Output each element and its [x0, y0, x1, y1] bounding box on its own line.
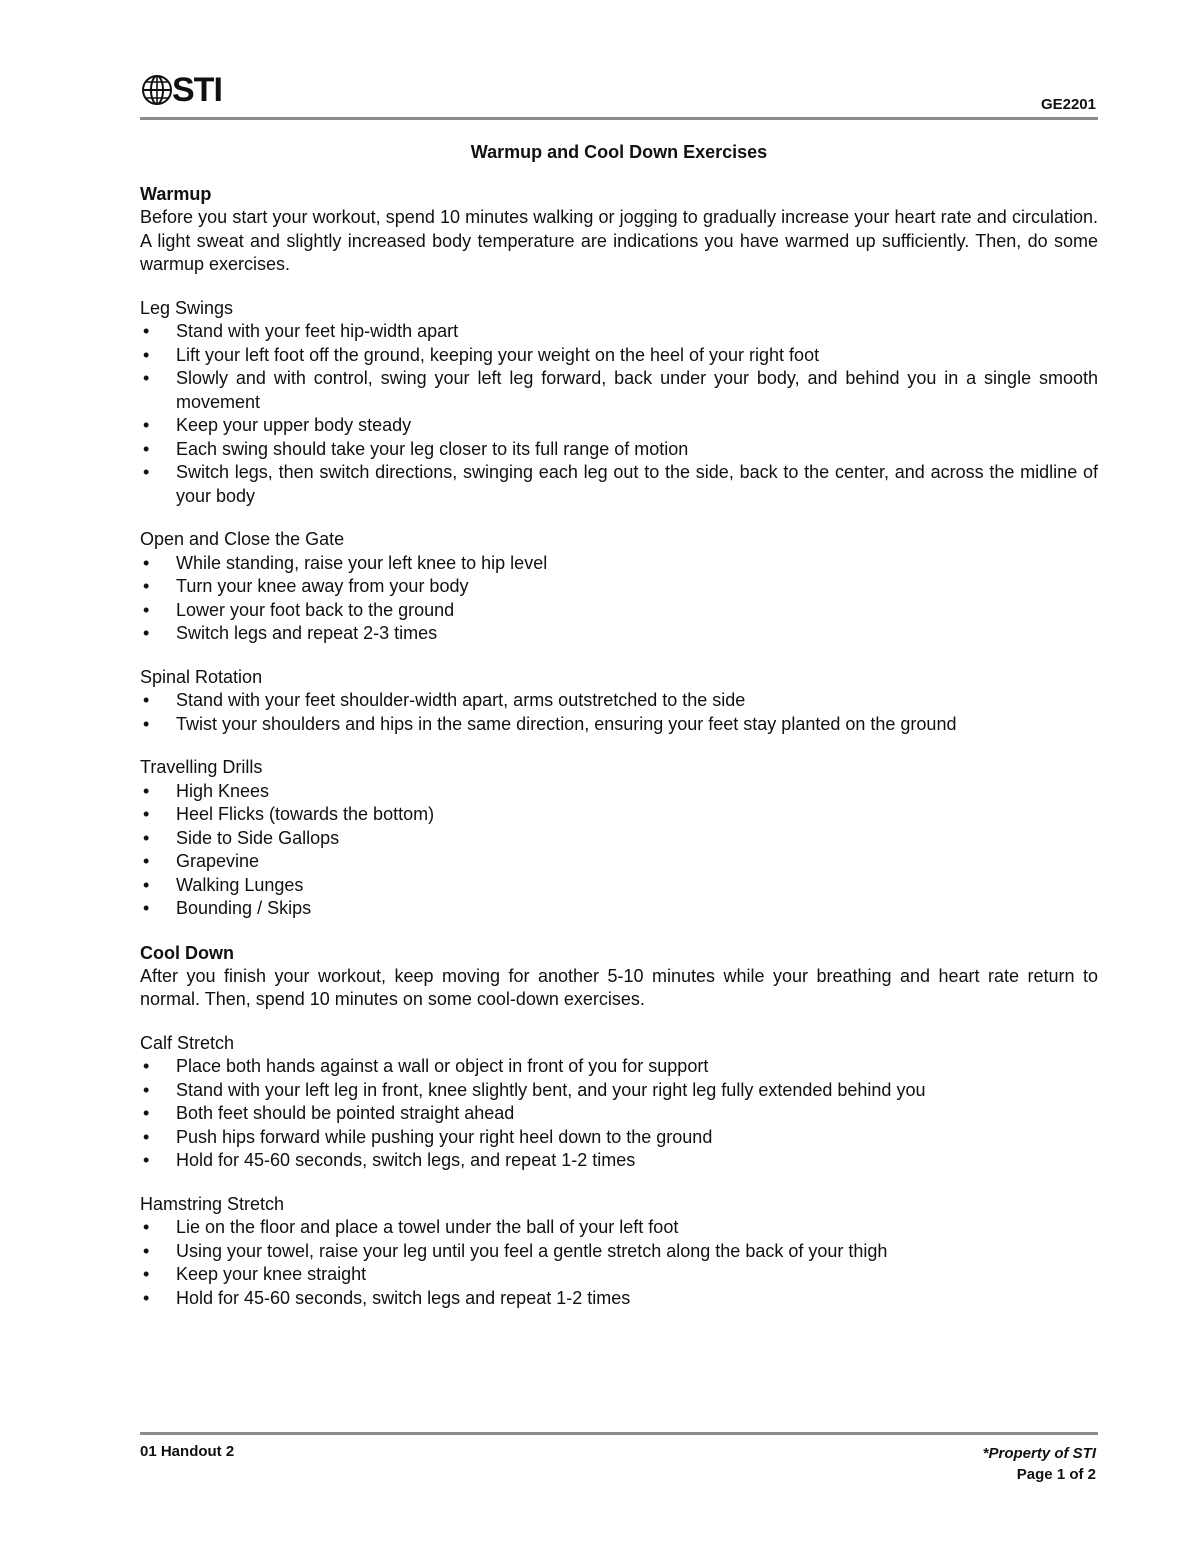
bullet-icon: •: [143, 438, 150, 459]
handout-label: 01 Handout 2: [140, 1443, 235, 1460]
warmup-group: [140, 666, 1098, 737]
list-item: [140, 1102, 1098, 1126]
list-item-text: Turn your knee away from your body: [176, 576, 469, 596]
exercise-title: Leg Swings: [140, 297, 234, 318]
bullet-icon: •: [143, 344, 150, 365]
exercise-title: Open and Close the Gate: [140, 529, 345, 549]
list-item-text: Lower your foot back to the ground: [176, 599, 455, 620]
list-item: [140, 803, 1098, 827]
list-item: [140, 552, 1098, 576]
list-item-text: Side to Side Gallops: [176, 827, 340, 848]
list-item-text: Walking Lunges: [176, 874, 304, 895]
list-item: [140, 344, 1098, 368]
exercise-title: Hamstring Stretch: [140, 1193, 285, 1214]
warmup-heading: Warmup: [140, 184, 212, 204]
list-item: [140, 1216, 1098, 1240]
warmup-group: [140, 297, 1098, 509]
footer-right: [983, 1443, 1096, 1485]
cooldown-groups: [140, 1032, 1098, 1311]
exercise-steps-list: [140, 780, 1098, 921]
list-item-text: Slowly and with control, swing your left leg forward, back under your body, and behind you in a single smooth movement: [176, 368, 1098, 412]
bullet-icon: •: [143, 462, 150, 482]
list-item: [140, 850, 1098, 874]
list-item-text: Each swing should take your leg closer to its full range of motion: [176, 438, 689, 459]
list-item-text: Stand with your feet hip-width apart: [176, 321, 459, 341]
list-item-text: Push hips forward while pushing your right heel down to the ground: [176, 1126, 713, 1147]
bullet-icon: •: [143, 1287, 150, 1308]
bullet-icon: •: [143, 690, 150, 710]
list-item-text: Bounding / Skips: [176, 898, 312, 918]
list-item-text: Using your towel, raise your leg until you feel a gentle stretch along the back of your thigh: [176, 1240, 888, 1261]
list-item: [140, 1079, 1098, 1103]
list-item-text: While standing, raise your left knee to hip level: [176, 552, 548, 573]
list-item: [140, 575, 1098, 599]
bullet-icon: •: [143, 576, 150, 596]
property-notice: *Property of STI: [982, 1445, 1096, 1462]
bullet-icon: •: [143, 415, 150, 435]
exercise-steps-list: [140, 1055, 1098, 1173]
bullet-icon: •: [143, 851, 150, 871]
header-divider: [140, 117, 1098, 120]
sti-logo: [140, 72, 222, 108]
bullet-icon: •: [143, 1240, 150, 1261]
list-item-text: Stand with your left leg in front, knee slightly bent, and your right leg fully extended behind you: [176, 1079, 926, 1100]
globe-logo-icon: [140, 73, 174, 107]
list-item: [140, 599, 1098, 623]
bullet-icon: •: [143, 599, 150, 620]
cooldown-heading: Cool Down: [140, 942, 234, 963]
list-item: [140, 1149, 1098, 1173]
bullet-icon: •: [143, 874, 150, 895]
list-item: [140, 827, 1098, 851]
list-item: [140, 897, 1098, 921]
list-item-text: Place both hands against a wall or object in front of you for support: [176, 1056, 709, 1076]
warmup-group: [140, 528, 1098, 646]
bullet-icon: •: [143, 623, 150, 643]
exercise-title: Travelling Drills: [140, 757, 263, 777]
list-item-text: Grapevine: [176, 851, 260, 871]
bullet-icon: •: [143, 1150, 150, 1170]
course-code: GE2201: [1040, 96, 1096, 113]
list-item: [140, 689, 1098, 713]
document-title: Warmup and Cool Down Exercises: [470, 142, 768, 162]
bullet-icon: •: [143, 321, 150, 341]
warmup-groups: [140, 297, 1098, 921]
list-item: [140, 1287, 1098, 1311]
list-item-text: High Knees: [176, 780, 270, 801]
bullet-icon: •: [143, 1103, 150, 1123]
exercise-steps-list: [140, 320, 1098, 508]
exercise-title: Calf Stretch: [140, 1032, 235, 1053]
list-item-text: Hold for 45-60 seconds, switch legs, and repeat 1-2 times: [176, 1150, 636, 1170]
exercise-title: Spinal Rotation: [140, 666, 263, 687]
bullet-icon: •: [143, 1079, 150, 1100]
warmup-group: [140, 756, 1098, 921]
cooldown-group: [140, 1193, 1098, 1311]
list-item-text: Twist your shoulders and hips in the same direction, ensuring your feet stay planted on the ground: [176, 713, 957, 734]
bullet-icon: •: [143, 898, 150, 918]
list-item-text: Switch legs and repeat 2-3 times: [176, 623, 438, 643]
list-item-text: Lift your left foot off the ground, keeping your weight on the heel of your right foot: [176, 344, 820, 365]
exercise-steps-list: [140, 1216, 1098, 1310]
bullet-icon: •: [143, 804, 150, 824]
list-item: [140, 367, 1098, 414]
footer-divider: [140, 1432, 1098, 1435]
page-number: Page 1 of 2: [1016, 1466, 1096, 1483]
cooldown-group: [140, 1032, 1098, 1173]
list-item: [140, 414, 1098, 438]
bullet-icon: •: [143, 713, 150, 734]
list-item: [140, 780, 1098, 804]
warmup-intro: Before you start your workout, spend 10 minutes walking or jogging to gradually increase your heart rate and circulation. A light sweat and slightly increased body temperature are indications you have warmed up sufficiently. Then, do some warmup exercises.: [140, 207, 1098, 274]
list-item: [140, 713, 1098, 737]
bullet-icon: •: [143, 1264, 150, 1284]
list-item-text: Both feet should be pointed straight ahead: [176, 1103, 515, 1123]
list-item: [140, 1055, 1098, 1079]
bullet-icon: •: [143, 1126, 150, 1147]
exercise-steps-list: [140, 689, 1098, 736]
bullet-icon: •: [143, 780, 150, 801]
list-item-text: Heel Flicks (towards the bottom): [176, 804, 435, 824]
list-item: [140, 461, 1098, 508]
list-item: [140, 1263, 1098, 1287]
list-item-text: Keep your knee straight: [176, 1264, 367, 1284]
list-item: [140, 1240, 1098, 1264]
bullet-icon: •: [143, 1056, 150, 1076]
list-item: [140, 874, 1098, 898]
exercise-steps-list: [140, 552, 1098, 646]
list-item-text: Hold for 45-60 seconds, switch legs and repeat 1-2 times: [176, 1287, 631, 1308]
list-item: [140, 1126, 1098, 1150]
cooldown-intro: After you finish your workout, keep moving for another 5-10 minutes while your breathing and heart rate return to normal. Then, spend 10 minutes on some cool-down exercises.: [140, 965, 1098, 1009]
list-item-text: Stand with your feet shoulder-width apart, arms outstretched to the side: [176, 690, 746, 710]
list-item: [140, 320, 1098, 344]
list-item-text: Keep your upper body steady: [176, 415, 412, 435]
list-item: [140, 438, 1098, 462]
list-item: [140, 622, 1098, 646]
logo-text: STI: [172, 71, 222, 109]
document-body: [140, 140, 1098, 1310]
bullet-icon: •: [143, 827, 150, 848]
bullet-icon: •: [143, 1217, 150, 1237]
list-item-text: Switch legs, then switch directions, swinging each leg out to the side, back to the center, and across the midline of your body: [176, 462, 1098, 506]
bullet-icon: •: [143, 368, 150, 388]
list-item-text: Lie on the floor and place a towel under the ball of your left foot: [176, 1217, 679, 1237]
bullet-icon: •: [143, 552, 150, 573]
